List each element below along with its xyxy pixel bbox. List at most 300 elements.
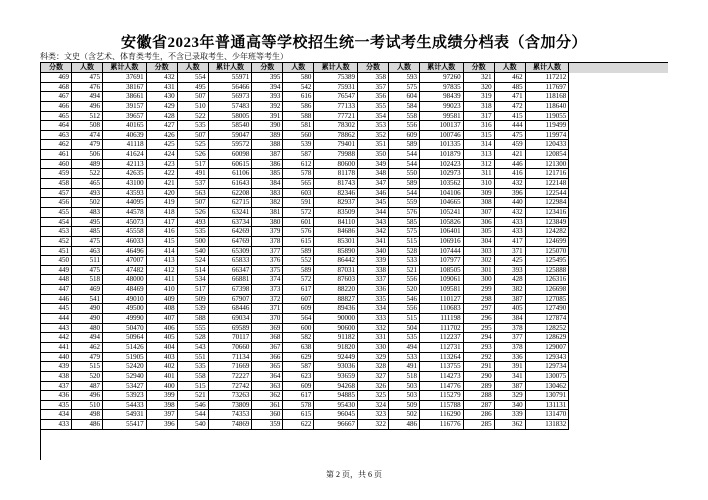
cumulative-cell: 124699 bbox=[526, 237, 570, 247]
count-cell: 576 bbox=[283, 227, 314, 237]
cumulative-cell: 47482 bbox=[103, 266, 147, 276]
count-cell: 584 bbox=[389, 102, 420, 112]
count-cell: 526 bbox=[178, 208, 209, 218]
cumulative-cell: 85301 bbox=[314, 237, 358, 247]
score-cell: 368 bbox=[252, 333, 283, 343]
score-cell: 306 bbox=[464, 218, 495, 228]
count-cell: 600 bbox=[283, 324, 314, 334]
count-cell: 502 bbox=[72, 198, 103, 208]
count-cell: 603 bbox=[283, 189, 314, 199]
cumulative-cell: 73809 bbox=[209, 401, 253, 411]
count-cell: 544 bbox=[178, 410, 209, 420]
count-cell: 493 bbox=[72, 189, 103, 199]
score-cell: 450 bbox=[41, 256, 72, 266]
score-header: 分数 bbox=[41, 63, 72, 73]
cumulative-cell: 110683 bbox=[420, 304, 464, 314]
cumulative-cell: 67907 bbox=[209, 295, 253, 305]
cumulative-cell: 45073 bbox=[103, 218, 147, 228]
score-cell: 373 bbox=[252, 285, 283, 295]
count-cell: 541 bbox=[72, 295, 103, 305]
score-cell: 356 bbox=[358, 92, 389, 102]
count-cell: 551 bbox=[178, 353, 209, 363]
count-cell: 586 bbox=[283, 102, 314, 112]
cumulative-cell: 82937 bbox=[314, 198, 358, 208]
count-cell: 421 bbox=[495, 150, 526, 160]
count-cell: 479 bbox=[72, 140, 103, 150]
table-row bbox=[41, 304, 668, 314]
count-cell: 396 bbox=[495, 189, 526, 199]
count-cell: 601 bbox=[283, 218, 314, 228]
cumulative-cell: 127874 bbox=[526, 314, 570, 324]
cumulative-cell: 117212 bbox=[526, 73, 570, 83]
score-cell: 355 bbox=[358, 102, 389, 112]
count-cell: 540 bbox=[178, 420, 209, 430]
count-cell: 607 bbox=[283, 295, 314, 305]
score-cell: 286 bbox=[464, 410, 495, 420]
table-row bbox=[41, 227, 668, 237]
count-cell: 486 bbox=[72, 420, 103, 430]
count-cell: 565 bbox=[283, 179, 314, 189]
count-cell: 585 bbox=[389, 218, 420, 228]
table-row bbox=[41, 275, 668, 285]
cumulative-header: 累计人数 bbox=[420, 63, 464, 73]
table-row bbox=[41, 150, 668, 160]
score-cell: 352 bbox=[358, 131, 389, 141]
cumulative-cell: 123849 bbox=[526, 218, 570, 228]
count-cell: 589 bbox=[389, 179, 420, 189]
cumulative-cell: 89436 bbox=[314, 304, 358, 314]
cumulative-cell: 104106 bbox=[420, 189, 464, 199]
score-cell: 332 bbox=[358, 324, 389, 334]
count-cell: 615 bbox=[283, 237, 314, 247]
count-cell: 518 bbox=[389, 372, 420, 382]
count-cell: 490 bbox=[72, 314, 103, 324]
cumulative-cell: 66881 bbox=[209, 275, 253, 285]
score-cell: 385 bbox=[252, 169, 283, 179]
score-cell: 400 bbox=[147, 382, 178, 392]
count-cell: 510 bbox=[178, 102, 209, 112]
score-cell: 329 bbox=[358, 353, 389, 363]
score-cell: 336 bbox=[358, 285, 389, 295]
score-cell: 334 bbox=[358, 304, 389, 314]
cumulative-cell: 63241 bbox=[209, 208, 253, 218]
score-cell: 381 bbox=[252, 208, 283, 218]
cumulative-cell: 69034 bbox=[209, 314, 253, 324]
count-cell: 552 bbox=[283, 256, 314, 266]
score-cell: 415 bbox=[147, 237, 178, 247]
cumulative-cell: 125070 bbox=[526, 247, 570, 257]
count-cell: 556 bbox=[389, 121, 420, 131]
score-cell: 436 bbox=[41, 391, 72, 401]
count-cell: 535 bbox=[178, 362, 209, 372]
score-cell: 404 bbox=[147, 343, 178, 353]
count-cell: 485 bbox=[495, 83, 526, 93]
score-cell: 457 bbox=[41, 189, 72, 199]
cumulative-cell: 45558 bbox=[103, 227, 147, 237]
score-cell: 328 bbox=[358, 362, 389, 372]
score-cell: 320 bbox=[464, 83, 495, 93]
cumulative-cell: 105241 bbox=[420, 208, 464, 218]
score-cell: 340 bbox=[358, 247, 389, 257]
score-header: 分数 bbox=[464, 63, 495, 73]
cumulative-cell: 82346 bbox=[314, 189, 358, 199]
score-cell: 459 bbox=[41, 169, 72, 179]
count-cell: 537 bbox=[178, 179, 209, 189]
count-cell: 469 bbox=[72, 285, 103, 295]
score-cell: 414 bbox=[147, 247, 178, 257]
cumulative-cell: 113755 bbox=[420, 362, 464, 372]
cumulative-cell: 119055 bbox=[526, 112, 570, 122]
score-cell: 313 bbox=[464, 150, 495, 160]
cumulative-cell: 43593 bbox=[103, 189, 147, 199]
score-cell: 344 bbox=[358, 208, 389, 218]
cumulative-cell: 109581 bbox=[420, 285, 464, 295]
cumulative-cell: 57483 bbox=[209, 102, 253, 112]
cumulative-cell: 81743 bbox=[314, 179, 358, 189]
cumulative-cell: 44095 bbox=[103, 198, 147, 208]
score-cell: 315 bbox=[464, 131, 495, 141]
count-cell: 514 bbox=[178, 266, 209, 276]
count-cell: 535 bbox=[178, 227, 209, 237]
cumulative-cell: 51426 bbox=[103, 343, 147, 353]
score-cell: 434 bbox=[41, 410, 72, 420]
count-header: 人数 bbox=[389, 63, 420, 73]
score-cell: 455 bbox=[41, 208, 72, 218]
table-row bbox=[41, 314, 668, 324]
score-cell: 299 bbox=[464, 285, 495, 295]
cumulative-cell: 97260 bbox=[420, 73, 464, 83]
cumulative-cell: 126698 bbox=[526, 285, 570, 295]
score-cell: 308 bbox=[464, 198, 495, 208]
table-row bbox=[41, 198, 668, 208]
cumulative-cell: 85890 bbox=[314, 247, 358, 257]
count-cell: 517 bbox=[178, 160, 209, 170]
cumulative-cell: 53427 bbox=[103, 382, 147, 392]
score-cell: 372 bbox=[252, 295, 283, 305]
cumulative-cell: 116290 bbox=[420, 410, 464, 420]
cumulative-cell: 88827 bbox=[314, 295, 358, 305]
count-cell: 622 bbox=[283, 420, 314, 430]
table-row bbox=[41, 324, 668, 334]
count-cell: 487 bbox=[72, 382, 103, 392]
count-cell: 515 bbox=[72, 362, 103, 372]
cumulative-cell: 131131 bbox=[526, 401, 570, 411]
cumulative-cell: 58540 bbox=[209, 121, 253, 131]
cumulative-cell: 97835 bbox=[420, 83, 464, 93]
count-cell: 544 bbox=[389, 160, 420, 170]
count-cell: 371 bbox=[495, 247, 526, 257]
count-cell: 415 bbox=[495, 112, 526, 122]
score-cell: 378 bbox=[252, 237, 283, 247]
table-row bbox=[41, 256, 668, 266]
cumulative-cell: 63734 bbox=[209, 218, 253, 228]
score-cell: 309 bbox=[464, 189, 495, 199]
cumulative-cell: 120433 bbox=[526, 140, 570, 150]
cumulative-cell: 73263 bbox=[209, 391, 253, 401]
cumulative-cell: 74869 bbox=[209, 420, 253, 430]
score-cell: 398 bbox=[147, 401, 178, 411]
score-cell: 445 bbox=[41, 304, 72, 314]
cumulative-cell: 46033 bbox=[103, 237, 147, 247]
count-cell: 486 bbox=[389, 420, 420, 430]
count-cell: 511 bbox=[72, 256, 103, 266]
score-cell: 384 bbox=[252, 179, 283, 189]
cumulative-cell: 111702 bbox=[420, 324, 464, 334]
score-cell: 422 bbox=[147, 169, 178, 179]
score-cell: 424 bbox=[147, 150, 178, 160]
cumulative-cell: 67398 bbox=[209, 285, 253, 295]
cumulative-cell: 131832 bbox=[526, 420, 570, 430]
count-cell: 362 bbox=[495, 420, 526, 430]
cumulative-cell: 71134 bbox=[209, 353, 253, 363]
cumulative-cell: 110127 bbox=[420, 295, 464, 305]
cumulative-cell: 112237 bbox=[420, 333, 464, 343]
score-cell: 412 bbox=[147, 266, 178, 276]
table-row bbox=[41, 112, 668, 122]
cumulative-cell: 76547 bbox=[314, 92, 358, 102]
count-cell: 554 bbox=[178, 73, 209, 83]
cumulative-cell: 38167 bbox=[103, 83, 147, 93]
cumulative-cell: 58005 bbox=[209, 112, 253, 122]
score-cell: 369 bbox=[252, 324, 283, 334]
count-cell: 491 bbox=[178, 169, 209, 179]
count-cell: 556 bbox=[389, 275, 420, 285]
score-cell: 439 bbox=[41, 362, 72, 372]
count-cell: 546 bbox=[389, 295, 420, 305]
cumulative-cell: 122984 bbox=[526, 198, 570, 208]
score-cell: 379 bbox=[252, 227, 283, 237]
score-cell: 386 bbox=[252, 160, 283, 170]
cumulative-cell: 115788 bbox=[420, 401, 464, 411]
count-cell: 387 bbox=[495, 295, 526, 305]
score-cell: 361 bbox=[252, 401, 283, 411]
count-cell: 504 bbox=[389, 324, 420, 334]
cumulative-cell: 105826 bbox=[420, 218, 464, 228]
cumulative-cell: 101879 bbox=[420, 150, 464, 160]
cumulative-cell: 126316 bbox=[526, 275, 570, 285]
count-cell: 329 bbox=[495, 391, 526, 401]
count-cell: 539 bbox=[178, 304, 209, 314]
score-cell: 330 bbox=[358, 343, 389, 353]
score-cell: 323 bbox=[358, 410, 389, 420]
count-cell: 508 bbox=[72, 121, 103, 131]
score-cell: 295 bbox=[464, 324, 495, 334]
count-cell: 589 bbox=[283, 266, 314, 276]
count-cell: 528 bbox=[178, 333, 209, 343]
cumulative-cell: 46496 bbox=[103, 247, 147, 257]
score-cell: 290 bbox=[464, 372, 495, 382]
count-cell: 555 bbox=[178, 324, 209, 334]
score-cell: 402 bbox=[147, 362, 178, 372]
cumulative-cell: 130462 bbox=[526, 382, 570, 392]
count-cell: 524 bbox=[178, 256, 209, 266]
table-row bbox=[41, 189, 668, 199]
count-cell: 472 bbox=[495, 102, 526, 112]
score-cell: 418 bbox=[147, 208, 178, 218]
score-cell: 357 bbox=[358, 83, 389, 93]
count-cell: 502 bbox=[389, 410, 420, 420]
cumulative-cell: 88220 bbox=[314, 285, 358, 295]
score-header: 分数 bbox=[252, 63, 283, 73]
score-cell: 403 bbox=[147, 353, 178, 363]
count-cell: 495 bbox=[178, 83, 209, 93]
cumulative-cell: 112731 bbox=[420, 343, 464, 353]
cumulative-cell: 118168 bbox=[526, 92, 570, 102]
score-cell: 433 bbox=[41, 420, 72, 430]
score-cell: 421 bbox=[147, 179, 178, 189]
cumulative-cell: 101335 bbox=[420, 140, 464, 150]
cumulative-cell: 78302 bbox=[314, 121, 358, 131]
score-cell: 428 bbox=[147, 112, 178, 122]
count-cell: 615 bbox=[283, 410, 314, 420]
score-cell: 363 bbox=[252, 382, 283, 392]
table-row bbox=[41, 140, 668, 150]
count-cell: 609 bbox=[283, 382, 314, 392]
cumulative-cell: 72227 bbox=[209, 372, 253, 382]
count-cell: 539 bbox=[283, 140, 314, 150]
score-cell: 464 bbox=[41, 121, 72, 131]
table-row bbox=[41, 102, 668, 112]
score-cell: 342 bbox=[358, 227, 389, 237]
count-cell: 507 bbox=[178, 198, 209, 208]
score-cell: 468 bbox=[41, 83, 72, 93]
score-cell: 456 bbox=[41, 198, 72, 208]
score-cell: 467 bbox=[41, 92, 72, 102]
cumulative-cell: 62208 bbox=[209, 189, 253, 199]
cumulative-cell: 51905 bbox=[103, 353, 147, 363]
count-cell: 475 bbox=[72, 266, 103, 276]
score-cell: 374 bbox=[252, 275, 283, 285]
cumulative-cell: 120854 bbox=[526, 150, 570, 160]
cumulative-cell: 75389 bbox=[314, 73, 358, 83]
count-cell: 494 bbox=[389, 343, 420, 353]
cumulative-cell: 40639 bbox=[103, 131, 147, 141]
cumulative-cell: 65309 bbox=[209, 247, 253, 257]
score-cell: 413 bbox=[147, 256, 178, 266]
table-row bbox=[41, 353, 668, 363]
count-cell: 558 bbox=[389, 112, 420, 122]
count-cell: 528 bbox=[389, 247, 420, 257]
count-cell: 336 bbox=[495, 353, 526, 363]
cumulative-cell: 60615 bbox=[209, 160, 253, 170]
score-cell: 311 bbox=[464, 169, 495, 179]
score-cell: 325 bbox=[358, 391, 389, 401]
cumulative-cell: 130075 bbox=[526, 372, 570, 382]
cumulative-cell: 87031 bbox=[314, 266, 358, 276]
count-cell: 462 bbox=[495, 73, 526, 83]
count-cell: 522 bbox=[178, 112, 209, 122]
cumulative-cell: 107977 bbox=[420, 256, 464, 266]
count-cell: 543 bbox=[178, 343, 209, 353]
cumulative-cell: 91820 bbox=[314, 343, 358, 353]
cumulative-cell: 107444 bbox=[420, 247, 464, 257]
score-cell: 462 bbox=[41, 140, 72, 150]
count-cell: 489 bbox=[72, 160, 103, 170]
count-cell: 425 bbox=[495, 256, 526, 266]
cumulative-cell: 72742 bbox=[209, 382, 253, 392]
cumulative-cell: 64269 bbox=[209, 227, 253, 237]
page-footer: 第 2 页，共 6 页 bbox=[326, 470, 382, 479]
cumulative-cell: 47007 bbox=[103, 256, 147, 266]
cumulative-cell: 90000 bbox=[314, 314, 358, 324]
score-cell: 460 bbox=[41, 160, 72, 170]
score-cell: 367 bbox=[252, 343, 283, 353]
cumulative-cell: 122544 bbox=[526, 189, 570, 199]
score-header: 分数 bbox=[147, 63, 178, 73]
score-cell: 301 bbox=[464, 266, 495, 276]
cumulative-cell: 106401 bbox=[420, 227, 464, 237]
cumulative-cell: 71669 bbox=[209, 362, 253, 372]
cumulative-cell: 56973 bbox=[209, 92, 253, 102]
score-cell: 396 bbox=[147, 420, 178, 430]
cumulative-cell: 75931 bbox=[314, 83, 358, 93]
score-cell: 382 bbox=[252, 198, 283, 208]
count-cell: 623 bbox=[283, 372, 314, 382]
count-cell: 587 bbox=[283, 150, 314, 160]
count-cell: 475 bbox=[72, 73, 103, 83]
score-cell: 318 bbox=[464, 102, 495, 112]
count-cell: 493 bbox=[178, 218, 209, 228]
cumulative-cell: 54433 bbox=[103, 401, 147, 411]
score-cell: 466 bbox=[41, 102, 72, 112]
count-cell: 520 bbox=[389, 285, 420, 295]
cumulative-cell: 43100 bbox=[103, 179, 147, 189]
score-cell: 409 bbox=[147, 295, 178, 305]
score-cell: 452 bbox=[41, 237, 72, 247]
score-cell: 333 bbox=[358, 314, 389, 324]
count-cell: 393 bbox=[495, 266, 526, 276]
count-header: 人数 bbox=[178, 63, 209, 73]
cumulative-cell: 78862 bbox=[314, 131, 358, 141]
score-cell: 376 bbox=[252, 256, 283, 266]
table-row bbox=[41, 410, 668, 420]
score-cell: 442 bbox=[41, 333, 72, 343]
score-cell: 291 bbox=[464, 362, 495, 372]
count-cell: 507 bbox=[178, 131, 209, 141]
score-cell: 345 bbox=[358, 198, 389, 208]
count-cell: 593 bbox=[389, 73, 420, 83]
count-cell: 475 bbox=[72, 237, 103, 247]
score-cell: 359 bbox=[252, 420, 283, 430]
count-cell: 463 bbox=[72, 247, 103, 257]
count-cell: 440 bbox=[495, 198, 526, 208]
cumulative-cell: 79988 bbox=[314, 150, 358, 160]
count-cell: 515 bbox=[389, 314, 420, 324]
table-row bbox=[41, 92, 668, 102]
score-table bbox=[40, 62, 668, 460]
score-cell: 410 bbox=[147, 285, 178, 295]
score-cell: 401 bbox=[147, 372, 178, 382]
count-cell: 534 bbox=[178, 275, 209, 285]
count-cell: 417 bbox=[495, 237, 526, 247]
cumulative-cell: 95430 bbox=[314, 401, 358, 411]
count-cell: 558 bbox=[178, 372, 209, 382]
count-cell: 494 bbox=[72, 333, 103, 343]
score-cell: 451 bbox=[41, 247, 72, 257]
score-cell: 446 bbox=[41, 295, 72, 305]
score-cell: 339 bbox=[358, 256, 389, 266]
table-row bbox=[41, 372, 668, 382]
cumulative-cell: 125495 bbox=[526, 256, 570, 266]
count-cell: 518 bbox=[72, 275, 103, 285]
cumulative-cell: 39657 bbox=[103, 112, 147, 122]
cumulative-cell: 99023 bbox=[420, 102, 464, 112]
table-row bbox=[41, 121, 668, 131]
score-cell: 454 bbox=[41, 218, 72, 228]
count-cell: 515 bbox=[389, 237, 420, 247]
score-cell: 343 bbox=[358, 218, 389, 228]
count-cell: 521 bbox=[178, 391, 209, 401]
